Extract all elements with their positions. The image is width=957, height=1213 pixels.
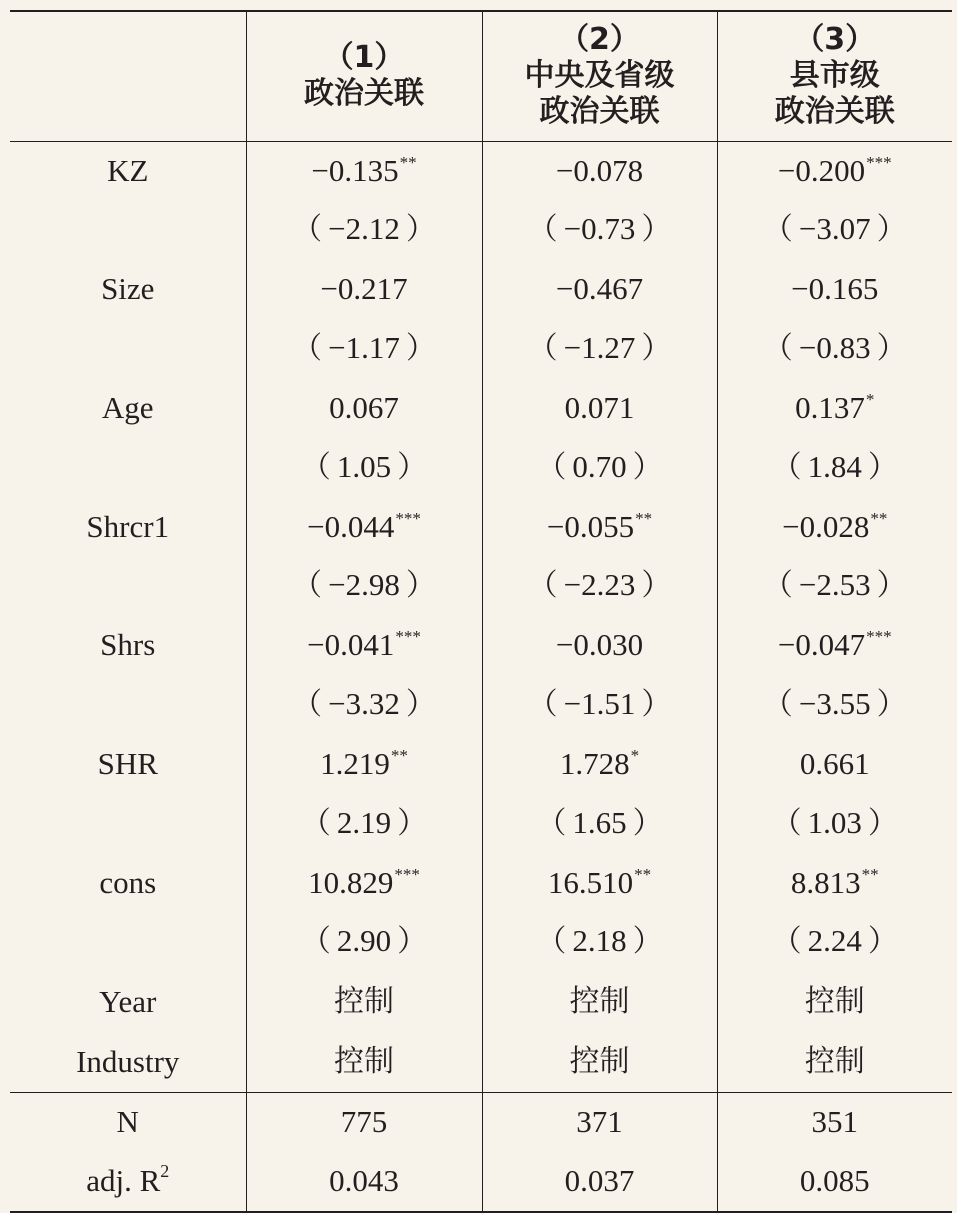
row-label: Shrs <box>100 627 156 663</box>
control-indicator: 控制 <box>804 1044 865 1080</box>
cell-col-3 <box>717 794 952 854</box>
row-label: Shrcr1 <box>86 508 170 544</box>
tstat-row <box>10 675 952 735</box>
cell-col-1 <box>246 319 482 379</box>
open-paren: （ <box>527 568 558 604</box>
stat-row <box>10 1093 952 1152</box>
open-paren: （ <box>771 805 802 841</box>
coefficient: −0.041 <box>307 627 395 663</box>
close-paren: ） <box>867 449 898 485</box>
close-paren: ） <box>641 568 672 604</box>
close-paren: ） <box>632 805 663 841</box>
regression-table <box>10 10 952 1213</box>
row-label: Size <box>101 271 155 307</box>
header-col-1 <box>246 11 482 141</box>
row-label <box>10 1093 246 1152</box>
cell-col-2 <box>482 794 717 854</box>
t-statistic: 1.84 <box>807 448 862 484</box>
cell-col-1 <box>246 498 482 557</box>
cell-col-2: 0.037 <box>482 1152 717 1212</box>
t-statistic: −3.07 <box>798 211 871 247</box>
cell-col-2 <box>482 379 717 438</box>
cell-col-2 <box>482 438 717 498</box>
header-empty-cell <box>10 11 246 141</box>
close-paren: ） <box>405 212 436 248</box>
coefficient: −0.078 <box>555 152 644 188</box>
cell-col-1 <box>246 735 482 794</box>
cell-col-2 <box>482 200 717 260</box>
close-paren: ） <box>641 212 672 248</box>
cell-col-2 <box>482 1032 717 1092</box>
coefficient: 0.137 <box>795 389 865 425</box>
close-paren: ） <box>876 687 907 723</box>
significance-stars: ** <box>870 508 888 528</box>
cell-col-3 <box>717 854 952 913</box>
close-paren: ） <box>397 449 428 485</box>
t-statistic: −1.27 <box>563 330 636 366</box>
t-statistic: 1.05 <box>336 448 392 484</box>
cell-col-1: 0.043 <box>246 1152 482 1212</box>
open-paren: （ <box>762 687 793 723</box>
control-indicator: 控制 <box>804 984 865 1020</box>
cell-col-1 <box>246 141 482 200</box>
header-row <box>10 11 952 141</box>
coefficient: −0.217 <box>320 271 408 307</box>
coefficient: 0.661 <box>799 745 870 781</box>
close-paren: ） <box>397 805 428 841</box>
cell-col-1 <box>246 675 482 735</box>
cell-col-1 <box>246 794 482 854</box>
open-paren: （ <box>292 687 323 723</box>
coef-row <box>10 379 952 438</box>
coefficient: −0.044 <box>307 508 395 544</box>
row-label: KZ <box>107 152 149 188</box>
row-label <box>10 675 246 735</box>
significance-stars: ** <box>634 864 652 884</box>
coefficient: 1.728 <box>559 745 630 781</box>
significance-stars: ** <box>635 508 653 528</box>
close-paren: ） <box>876 212 907 248</box>
coef-row <box>10 141 952 200</box>
control-indicator: 控制 <box>569 984 630 1020</box>
cell-col-1 <box>246 200 482 260</box>
cell-col-2 <box>482 556 717 616</box>
significance-stars: *** <box>394 864 420 884</box>
cell-col-2 <box>482 735 717 794</box>
open-paren: （ <box>762 568 793 604</box>
close-paren: ） <box>632 924 663 960</box>
row-label: cons <box>99 864 157 900</box>
tstat-row <box>10 200 952 260</box>
coef-row <box>10 498 952 557</box>
cell-col-1 <box>246 854 482 913</box>
cell-col-3 <box>717 141 952 200</box>
row-label <box>10 200 246 260</box>
header-col-1-title: 政治关联 <box>304 76 424 112</box>
coefficient: −0.030 <box>555 627 644 663</box>
control-indicator: 控制 <box>569 1044 630 1080</box>
cell-col-1 <box>246 912 482 972</box>
coefficient: −0.165 <box>791 271 879 307</box>
close-paren: ） <box>867 805 898 841</box>
cell-col-3 <box>717 912 952 972</box>
t-statistic: −0.73 <box>563 211 636 247</box>
header-col-3-title-line2: 政治关联 <box>774 94 895 130</box>
row-label: SHR <box>97 745 158 781</box>
open-paren: （ <box>300 449 331 485</box>
header-col-2 <box>482 11 717 141</box>
significance-stars: *** <box>395 627 421 647</box>
t-statistic: −3.55 <box>798 686 871 722</box>
coef-row <box>10 1032 952 1092</box>
open-paren: （ <box>300 805 331 841</box>
cell-col-3: 0.085 <box>717 1152 952 1212</box>
tstat-row <box>10 794 952 854</box>
cell-col-1 <box>246 556 482 616</box>
significance-stars: *** <box>866 627 892 647</box>
cell-col-3 <box>717 498 952 557</box>
cell-col-3 <box>717 735 952 794</box>
t-statistic: −3.32 <box>328 686 400 722</box>
cell-col-3 <box>717 438 952 498</box>
close-paren: ） <box>867 924 898 960</box>
cell-col-2 <box>482 141 717 200</box>
coef-row <box>10 972 952 1032</box>
t-statistic: 2.90 <box>336 923 392 959</box>
coefficient: 16.510 <box>547 864 634 900</box>
cell-col-2 <box>482 498 717 557</box>
cell-col-1: 775 <box>246 1093 482 1152</box>
cell-col-2 <box>482 260 717 319</box>
header-col-2-number: （2） <box>559 22 640 58</box>
close-paren: ） <box>405 687 436 723</box>
control-indicator: 控制 <box>334 984 394 1020</box>
open-paren: （ <box>536 449 567 485</box>
stat-label: N <box>116 1104 139 1139</box>
open-paren: （ <box>762 331 793 367</box>
significance-stars: *** <box>866 152 892 172</box>
cell-col-3: 351 <box>717 1093 952 1152</box>
header-col-1-number: （1） <box>323 40 405 76</box>
tstat-row <box>10 438 952 498</box>
open-paren: （ <box>292 212 323 248</box>
row-label <box>10 319 246 379</box>
cell-col-3 <box>717 379 952 438</box>
cell-col-2: 371 <box>482 1093 717 1152</box>
t-statistic: 1.03 <box>807 804 862 840</box>
significance-stars: ** <box>399 152 417 172</box>
row-label <box>10 556 246 616</box>
coefficient: −0.467 <box>555 271 644 307</box>
cell-col-3 <box>717 675 952 735</box>
superscript: 2 <box>160 1160 170 1181</box>
t-statistic: 2.19 <box>336 804 392 840</box>
cell-col-3 <box>717 1032 952 1092</box>
row-label: Industry <box>76 1043 180 1079</box>
cell-col-2 <box>482 912 717 972</box>
cell-col-3 <box>717 200 952 260</box>
cell-col-1 <box>246 972 482 1032</box>
close-paren: ） <box>632 449 663 485</box>
t-statistic: −0.83 <box>798 330 871 366</box>
t-statistic: 1.65 <box>572 804 627 840</box>
row-label: Age <box>101 389 154 425</box>
cell-col-1 <box>246 1032 482 1092</box>
header-col-3 <box>717 11 952 141</box>
open-paren: （ <box>292 568 323 604</box>
row-label <box>10 438 246 498</box>
significance-stars: * <box>865 389 875 409</box>
coef-row <box>10 854 952 913</box>
cell-col-2 <box>482 675 717 735</box>
open-paren: （ <box>762 212 793 248</box>
t-statistic: −1.17 <box>328 330 400 366</box>
t-statistic: 2.24 <box>807 923 862 959</box>
open-paren: （ <box>527 212 558 248</box>
row-label <box>10 912 246 972</box>
cell-col-1 <box>246 379 482 438</box>
cell-col-1 <box>246 260 482 319</box>
cell-col-2 <box>482 972 717 1032</box>
significance-stars: ** <box>861 864 879 884</box>
t-statistic: 2.18 <box>572 923 627 959</box>
t-statistic: −2.23 <box>563 567 636 603</box>
row-label <box>10 1152 246 1212</box>
close-paren: ） <box>397 924 428 960</box>
t-statistic: 0.70 <box>572 448 627 484</box>
cell-col-3 <box>717 260 952 319</box>
coefficient: 1.219 <box>320 745 390 781</box>
significance-stars: *** <box>395 508 421 528</box>
open-paren: （ <box>771 924 802 960</box>
significance-stars: * <box>630 745 640 765</box>
close-paren: ） <box>876 331 907 367</box>
cell-col-3 <box>717 616 952 675</box>
tstat-row <box>10 556 952 616</box>
significance-stars: ** <box>390 745 408 765</box>
coefficient: 0.071 <box>564 389 635 425</box>
coefficient: 0.067 <box>329 389 399 425</box>
header-col-2-title-line2: 政治关联 <box>539 94 660 130</box>
row-label: Year <box>99 983 157 1019</box>
control-indicator: 控制 <box>334 1044 394 1080</box>
cell-col-2 <box>482 319 717 379</box>
cell-col-1 <box>246 616 482 675</box>
cell-col-3 <box>717 319 952 379</box>
coefficient: −0.047 <box>777 627 866 663</box>
coefficient: 10.829 <box>308 864 394 900</box>
coefficient: −0.200 <box>777 152 866 188</box>
cell-col-1 <box>246 438 482 498</box>
open-paren: （ <box>300 924 331 960</box>
t-statistic: −2.53 <box>798 567 871 603</box>
close-paren: ） <box>405 568 436 604</box>
open-paren: （ <box>527 331 558 367</box>
t-statistic: −2.98 <box>328 567 400 603</box>
table-body <box>10 141 952 1212</box>
coefficient: −0.028 <box>782 508 870 544</box>
open-paren: （ <box>536 805 567 841</box>
open-paren: （ <box>292 331 323 367</box>
stat-label: adj. R <box>86 1162 161 1198</box>
open-paren: （ <box>536 924 567 960</box>
t-statistic: −2.12 <box>328 211 400 247</box>
tstat-row <box>10 912 952 972</box>
cell-col-2 <box>482 854 717 913</box>
coefficient: 8.813 <box>790 864 861 900</box>
coef-row <box>10 616 952 675</box>
row-label <box>10 794 246 854</box>
coefficient: −0.055 <box>546 508 635 544</box>
cell-col-3 <box>717 556 952 616</box>
header-col-3-number: （3） <box>794 22 876 58</box>
cell-col-2 <box>482 616 717 675</box>
tstat-row <box>10 319 952 379</box>
coef-row <box>10 735 952 794</box>
stat-row <box>10 1152 952 1212</box>
cell-col-3 <box>717 972 952 1032</box>
open-paren: （ <box>771 449 802 485</box>
t-statistic: −1.51 <box>563 686 636 722</box>
close-paren: ） <box>876 568 907 604</box>
coefficient: −0.135 <box>311 152 399 188</box>
coef-row <box>10 260 952 319</box>
header-col-3-title-line1: 县市级 <box>789 58 880 94</box>
open-paren: （ <box>527 687 558 723</box>
close-paren: ） <box>641 331 672 367</box>
header-col-2-title-line1: 中央及省级 <box>524 58 675 94</box>
close-paren: ） <box>641 687 672 723</box>
close-paren: ） <box>405 331 436 367</box>
